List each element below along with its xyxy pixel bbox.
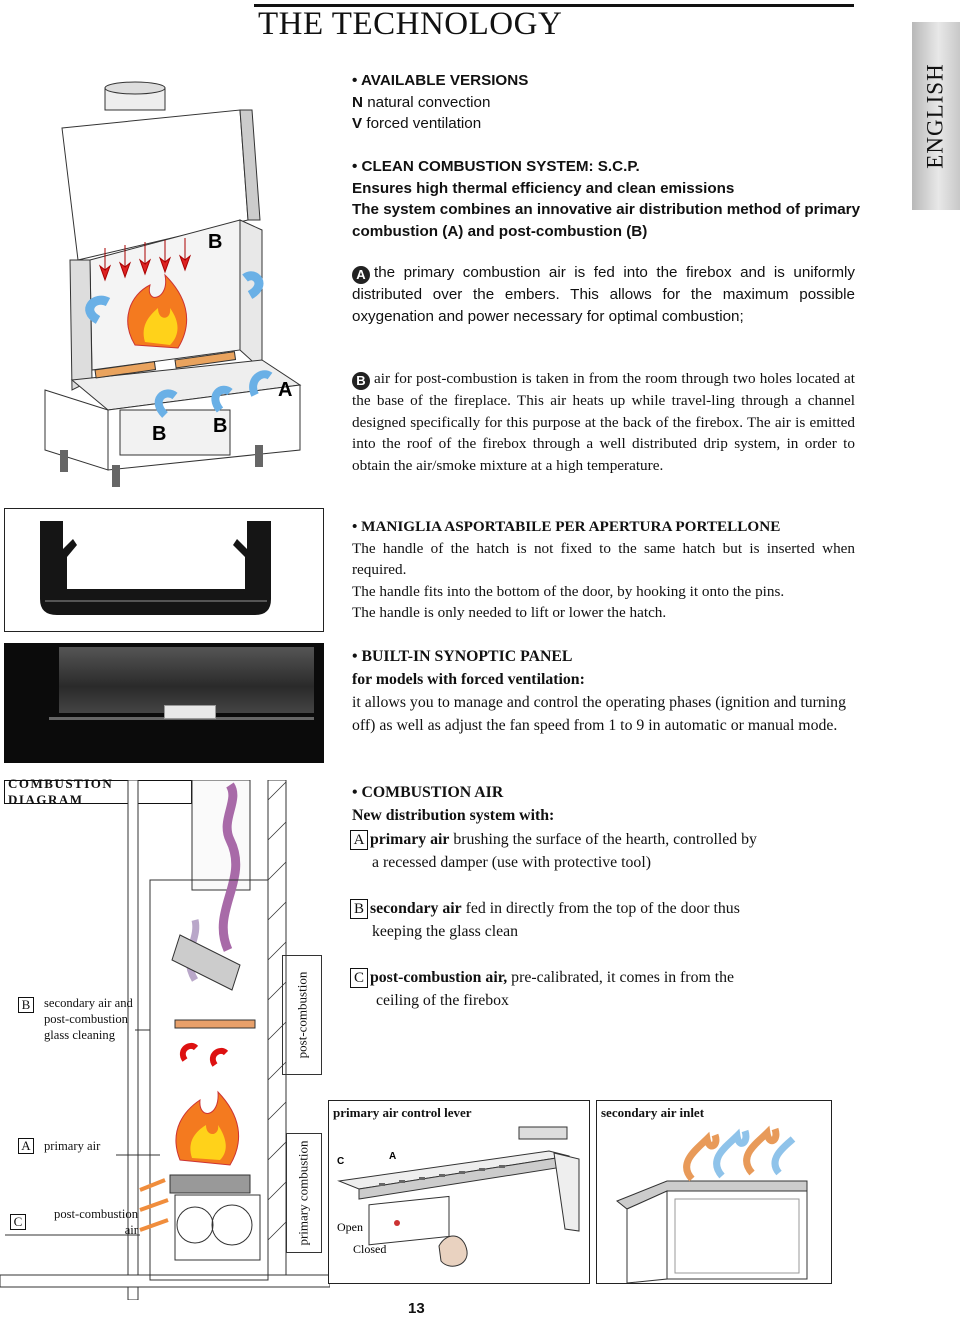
panel-text: it allows you to manage and control the operating phases (ignition and turning off) as well as adjust the fan speed from 1 to 9 in automatic or manual mode. [352,694,846,734]
air-item-b-line2: keeping the glass clean [372,923,519,940]
legend-letter-b: B [18,997,34,1013]
air-subtitle: New distribution system with: [352,807,555,824]
versions-heading: • AVAILABLE VERSIONS [352,72,529,89]
legend-a [18,1138,148,1154]
scp-subtitle-1: Ensures high thermal efficiency and clean emissions [352,179,735,197]
legend-b-text: secondary air and post-combustion glass cleaning [44,996,133,1042]
legend-letter-a: A [18,1138,34,1154]
letter-a-badge: A [352,266,370,284]
letter-b-badge: B [352,372,370,390]
legend-letter-c: C [10,1214,26,1230]
panel-section [352,645,862,737]
scp-section [352,156,862,242]
synoptic-panel-photo [4,643,324,763]
inlet-figure [596,1100,832,1284]
air-letter-a: A [350,830,368,850]
lever-open-label: Open [337,1220,363,1234]
label-b-1: B [152,423,167,445]
synoptic-control-panel [164,705,216,719]
legend-b [18,995,143,1043]
legend-c-text: post-combustion air [54,1207,138,1237]
air-letter-c: C [350,968,368,988]
handle-heading: • MANIGLIA ASPORTABILE PER APERTURA PORTELLONE [352,518,781,535]
version-v: V forced ventilation [352,115,482,132]
air-section [352,781,872,827]
scp-item-b [352,368,855,476]
scp-item-b-text: air for post-combustion is taken in from the room through two holes located at the base of the fireplace. This air heats up while travel-ling through a channel designed specifically for this purpose at the back of the firebox. The air is emitted into the roof of the firebox through a well distributed drip system, in order to obtain the air/smoke mixture at a high temperature. [352,370,855,474]
lever-label-a: A [389,1151,397,1162]
page-number: 13 [408,1300,425,1317]
scp-item-a-text: the primary combustion air is fed into the firebox and is uniformly distributed over the embers. This allows for the maximum possible oxygenation and power necessary for optimal combustion; [352,264,855,325]
air-item-b: B secondary air fed in directly from the top of the door thus keeping the glass clean [350,897,870,943]
air-item-a: A primary air brushing the surface of the hearth, controlled by a recessed damper (use with protective tool) [350,828,870,874]
diagram-title: COMBUSTION DIAGRAM [4,780,192,804]
handle-photo [5,509,323,631]
primary-combustion-label: primary combustion [296,1140,312,1246]
panel-heading: • BUILT-IN SYNOPTIC PANEL [352,648,573,665]
handle-text-3: The handle is only needed to lift or lower the hatch. [352,604,667,621]
legend-c [10,1206,138,1238]
air-item-c: C post-combustion air, pre-calibrated, it comes in from the ceiling of the firebox [350,966,870,1012]
lever-label-c: C [337,1156,345,1167]
legend-a-text: primary air [44,1139,101,1153]
air-item-a-line2: a recessed damper (use with protective tool) [372,854,651,871]
lever-closed-label: Closed [353,1242,387,1256]
handle-section [352,516,855,624]
scp-subtitle-2: The system combines an innovative air distribution method of primary combustion (A) and post-combustion (B) [352,201,861,240]
label-a: A [278,379,293,401]
post-combustion-label: post-combustion [294,971,310,1059]
post-combustion-box [282,955,322,1075]
language-tab-label: ENGLISH [923,63,949,169]
air-heading: • COMBUSTION AIR [352,784,504,801]
fireplace-glass [59,647,314,713]
scp-item-a [352,262,855,327]
inlet-caption: secondary air inlet [601,1105,705,1120]
versions-section [352,70,872,135]
scp-heading: • CLEAN COMBUSTION SYSTEM: S.C.P. [352,158,640,175]
lever-figure [328,1100,590,1284]
version-n: N natural convection [352,93,491,111]
label-b-2: B [213,415,228,437]
handle-text: The handle of the hatch is not fixed to the same hatch but is inserted when required. [352,539,855,578]
fireplace-cutaway-illustration [0,70,340,490]
panel-subtitle: for models with forced ventilation: [352,671,585,688]
label-b-top: B [208,231,223,253]
primary-combustion-box [286,1133,322,1253]
air-letter-b: B [350,899,368,919]
handle-text-2: The handle fits into the bottom of the door, by hooking it onto the pins. [352,582,785,600]
handle-photo-frame [4,508,324,632]
lever-caption: primary air control lever [333,1105,472,1120]
air-item-c-line2: ceiling of the firebox [376,992,509,1009]
page-title: THE TECHNOLOGY [258,6,563,42]
